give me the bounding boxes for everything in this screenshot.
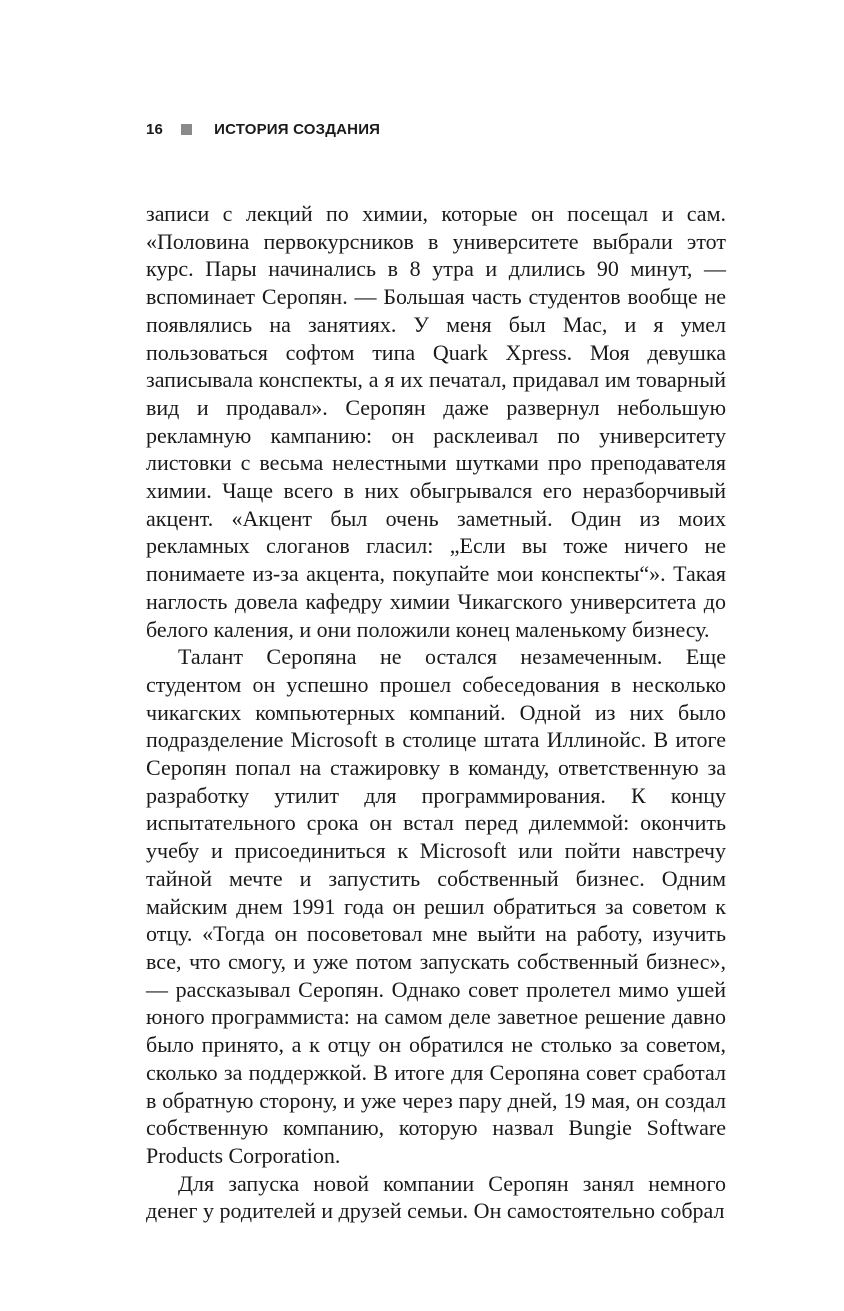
section-title: ИСТОРИЯ СОЗДАНИЯ (214, 121, 381, 138)
paragraph-2: Талант Серопяна не остался незамеченным. Еще студентом он успешно прошел собеседования в несколько чикагских компьютерных компаний. Одной из них было подразделение Microsoft в столице штата Иллинойс. В итоге Серопян попал на стажировку в команду, ответственную за разработку утилит для программирования. К концу испытательного срока он встал перед дилеммой: окончить учебу и присоединиться к Microsoft или пойти навстречу тайной мечте и запустить собственный бизнес. Одним майским днем 1991 года он решил обратиться за советом к отцу. «Тогда он посоветовал мне выйти на работу, изучить все, что смогу, и уже потом запускать собственный бизнес», — рассказывал Серопян. Однако совет пролетел мимо ушей юного программиста: на самом деле заветное решение давно было принято, а к отцу он обратился не столько за советом, сколько за поддержкой. В итоге для Серопяна совет сработал в обратную сторону, и уже через пару дней, 19 мая, он создал собственную компанию, которую назвал Bungie Software Products Corporation. (146, 644, 726, 1168)
page-number: 16 (146, 121, 164, 138)
paragraph-1: записи с лекций по химии, которые он посещал и сам. «Половина первокурсников в университете выбрали этот курс. Пары начинались в 8 утра и длились 90 минут, — вспоминает Серопян. — Большая часть студентов вообще не появлялись на занятиях. У меня был Mac, и я умел пользоваться софтом типа Quark Xpress. Моя девушка записывала конспекты, а я их печатал, придавал им товарный вид и продавал». Серопян даже развернул небольшую рекламную кампанию: он расклеивал по университету листовки с весьма нелестными шутками про преподавателя химии. Чаще всего в них обыгрывался его неразборчивый акцент. «Акцент был очень заметный. Один из моих рекламных слоганов гласил: „Если вы тоже ничего не понимаете из-за акцента, покупайте мои конспекты“». Такая наглость довела кафедру химии Чикагского университета до белого каления, и они положили конец маленькому бизнесу. (146, 201, 726, 642)
running-head (146, 121, 380, 138)
square-bullet-icon (181, 124, 192, 135)
paragraph-3: Для запуска новой компании Серопян занял немного денег у родителей и друзей семьи. Он самостоятельно собрал (146, 1170, 726, 1224)
body-text (146, 200, 726, 1225)
